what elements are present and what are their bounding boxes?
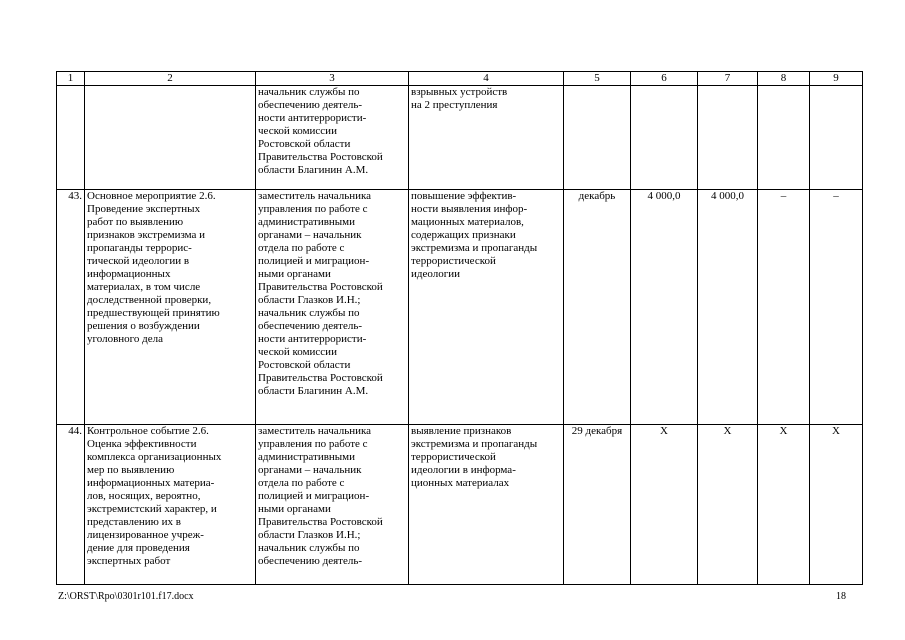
funding-cell-8 xyxy=(758,86,810,190)
funding-cell-8: Х xyxy=(758,425,810,585)
col-header-6: 6 xyxy=(631,72,698,86)
text-line: полицией и миграцион- xyxy=(258,490,370,502)
result-cell xyxy=(409,190,564,425)
text-line: решения о возбуждении xyxy=(87,320,200,332)
responsible-cell xyxy=(256,190,409,425)
text-line: начальник службы по xyxy=(258,307,360,319)
text-line: экстремизма и пропаганды xyxy=(411,242,538,254)
text-line: обеспечению деятель- xyxy=(258,99,363,111)
result-cell xyxy=(409,86,564,190)
text-line: Правительства Ростовской xyxy=(258,151,383,163)
text-line: ческой комиссии xyxy=(258,346,337,358)
text-line: материалах, в том числе xyxy=(87,281,201,293)
text-line: тической идеологии в xyxy=(87,255,190,267)
text-line: на 2 преступления xyxy=(411,99,498,111)
text-line: идеологии xyxy=(411,268,460,280)
col-header-4: 4 xyxy=(409,72,564,86)
text-line: отдела по работе с xyxy=(258,242,345,254)
text-line: органами – начальник xyxy=(258,464,362,476)
text-line: области Глазков И.Н.; xyxy=(258,294,361,306)
text-line: ности антитеррористи- xyxy=(258,112,367,124)
term-cell xyxy=(564,86,631,190)
table-row xyxy=(57,86,863,190)
text-line: обеспечению деятель- xyxy=(258,320,363,332)
text-line: административными xyxy=(258,451,356,463)
file-path: Z:\ORST\Rpo\0301r101.f17.docx xyxy=(58,591,194,602)
text-line: начальник службы по xyxy=(258,542,360,554)
text-line: информационных материа- xyxy=(87,477,215,489)
text-line: представлению их в xyxy=(87,516,181,528)
text-line: Ростовской области xyxy=(258,359,351,371)
funding-cell-6 xyxy=(631,86,698,190)
funding-cell-6: 4 000,0 xyxy=(631,190,698,425)
table-row xyxy=(57,190,863,425)
text-line: дение для проведения xyxy=(87,542,190,554)
col-header-1: 1 xyxy=(57,72,85,86)
text-line: Правительства Ростовской xyxy=(258,372,383,384)
funding-cell-9 xyxy=(810,86,863,190)
text-line: Контрольное событие 2.6. xyxy=(87,425,209,437)
row-number: 43. xyxy=(57,190,85,425)
text-line: начальник службы по xyxy=(258,86,360,98)
text-line: предшествующей принятию xyxy=(87,307,220,319)
text-line: информационных xyxy=(87,268,171,280)
result-cell xyxy=(409,425,564,585)
funding-cell-7 xyxy=(698,86,758,190)
text-line: содержащих признаки xyxy=(411,229,516,241)
col-header-7: 7 xyxy=(698,72,758,86)
text-line: обеспечению деятель- xyxy=(258,555,363,567)
text-line: заместитель начальника xyxy=(258,190,372,202)
event-cell xyxy=(85,86,256,190)
row-number xyxy=(57,86,85,190)
text-line: ционных материалах xyxy=(411,477,510,489)
text-line: комплекса организационных xyxy=(87,451,222,463)
text-line: экстремизма и пропаганды xyxy=(411,438,538,450)
text-line: лицензированное учреж- xyxy=(87,529,204,541)
text-line: взрывных устройств xyxy=(411,86,508,98)
text-line: террористической xyxy=(411,255,496,267)
funding-cell-9: Х xyxy=(810,425,863,585)
event-cell xyxy=(85,425,256,585)
table-row xyxy=(57,425,863,585)
plan-table xyxy=(56,71,863,585)
funding-cell-8: – xyxy=(758,190,810,425)
col-header-3: 3 xyxy=(256,72,409,86)
responsible-cell xyxy=(256,425,409,585)
text-line: Оценка эффективности xyxy=(87,438,197,450)
text-line: ности выявления инфор- xyxy=(411,203,528,215)
text-line: области Благинин А.М. xyxy=(258,385,369,397)
funding-cell-6: Х xyxy=(631,425,698,585)
text-line: мационных материалов, xyxy=(411,216,524,228)
text-line: области Благинин А.М. xyxy=(258,164,369,176)
text-line: области Глазков И.Н.; xyxy=(258,529,361,541)
text-line: пропаганды террорис- xyxy=(87,242,192,254)
text-line: заместитель начальника xyxy=(258,425,372,437)
col-header-8: 8 xyxy=(758,72,810,86)
text-line: отдела по работе с xyxy=(258,477,345,489)
text-line: ными органами xyxy=(258,503,331,515)
text-line: Ростовской области xyxy=(258,138,351,150)
text-line: выявление признаков xyxy=(411,425,512,437)
text-line: повышение эффектив- xyxy=(411,190,517,202)
text-line: работ по выявлению xyxy=(87,216,184,228)
funding-cell-7: 4 000,0 xyxy=(698,190,758,425)
column-number-row xyxy=(57,72,863,86)
funding-cell-9: – xyxy=(810,190,863,425)
page-number: 18 xyxy=(836,591,846,602)
text-line: ческой комиссии xyxy=(258,125,337,137)
text-line: экстремистский характер, и xyxy=(87,503,217,515)
text-line: лов, носящих, вероятно, xyxy=(87,490,201,502)
funding-cell-7: Х xyxy=(698,425,758,585)
text-line: Правительства Ростовской xyxy=(258,516,383,528)
col-header-5: 5 xyxy=(564,72,631,86)
text-line: мер по выявлению xyxy=(87,464,175,476)
text-line: ности антитеррористи- xyxy=(258,333,367,345)
text-line: экспертных работ xyxy=(87,555,171,567)
text-line: органами – начальник xyxy=(258,229,362,241)
text-line: идеологии в информа- xyxy=(411,464,516,476)
responsible-cell xyxy=(256,86,409,190)
text-line: управления по работе с xyxy=(258,438,368,450)
text-line: ными органами xyxy=(258,268,331,280)
text-line: полицией и миграцион- xyxy=(258,255,370,267)
text-line: уголовного дела xyxy=(87,333,164,345)
text-line: доследственной проверки, xyxy=(87,294,212,306)
col-header-9: 9 xyxy=(810,72,863,86)
text-line: признаков экстремизма и xyxy=(87,229,206,241)
text-line: Правительства Ростовской xyxy=(258,281,383,293)
term-cell: декабрь xyxy=(564,190,631,425)
col-header-2: 2 xyxy=(85,72,256,86)
text-line: Основное мероприятие 2.6. xyxy=(87,190,216,202)
text-line: административными xyxy=(258,216,356,228)
event-cell xyxy=(85,190,256,425)
text-line: Проведение экспертных xyxy=(87,203,201,215)
term-cell: 29 декабря xyxy=(564,425,631,585)
text-line: управления по работе с xyxy=(258,203,368,215)
row-number: 44. xyxy=(57,425,85,585)
text-line: террористической xyxy=(411,451,496,463)
